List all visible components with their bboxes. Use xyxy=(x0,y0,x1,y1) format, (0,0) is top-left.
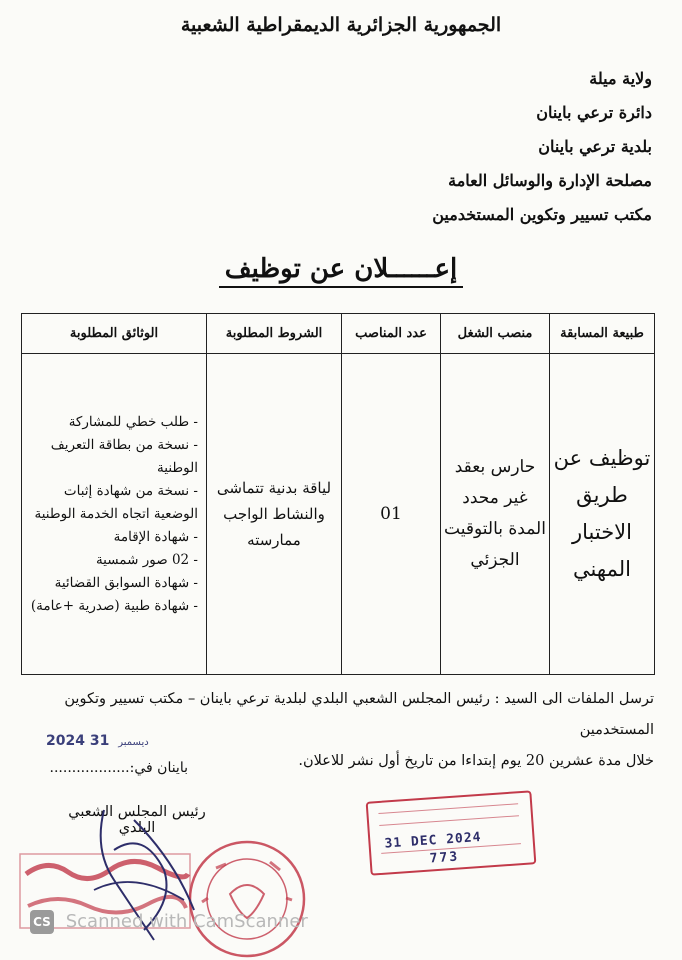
header-address-block xyxy=(232,62,652,232)
received-stamp xyxy=(366,790,537,875)
document-item: - طلب خطي للمشاركة xyxy=(68,413,198,430)
document-item: - 02 صور شمسية xyxy=(95,551,198,568)
header-line-daira: دائرة ترعي باينان xyxy=(536,103,652,122)
date-day: 31 xyxy=(89,733,110,749)
header-line-wilaya: ولاية ميلة xyxy=(589,69,652,88)
place-date-line: باينان في:.................. xyxy=(49,760,188,776)
header-conditions: الشروط المطلوبة xyxy=(207,314,342,354)
cell-documents xyxy=(22,354,207,675)
header-type: طبيعة المسابقة xyxy=(550,314,655,354)
camscanner-watermark xyxy=(30,910,360,936)
date-month: ديسمبر xyxy=(118,737,149,748)
announcement-text: إعــــــلان عن توظيف xyxy=(219,254,464,288)
header-job: منصب الشغل xyxy=(441,314,550,354)
header-documents: الوثائق المطلوبة xyxy=(22,314,207,354)
documents-list xyxy=(28,411,198,618)
note-line-1: ترسل الملفات الى السيد : رئيس المجلس الشعبي البلدي لبلدية ترعي باينان – مكتب تسيير وتكوين المستخدمين xyxy=(64,691,654,738)
stamp-rule xyxy=(379,815,519,826)
republic-title: الجمهورية الجزائرية الديمقراطية الشعبية xyxy=(180,14,502,36)
document-item: - نسخة من شهادة إثبات الوضعية اتجاه الخدمة الوطنية xyxy=(34,482,198,522)
cell-type: توظيف عن طريق الاختبار المهني xyxy=(550,354,655,675)
document-item: - نسخة من بطاقة التعريف الوطنية xyxy=(50,436,198,476)
header-line-service: مصلحة الإدارة والوسائل العامة xyxy=(448,171,652,190)
cell-count: 01 xyxy=(342,354,441,675)
cell-conditions: لياقة بدنية تتماشى والنشاط الواجب ممارسته xyxy=(207,354,342,675)
note-line-2: خلال مدة عشرين 20 يوم إبتداءا من تاريخ أول نشر للاعلان. xyxy=(298,753,654,769)
cell-job: حارس بعقد غير محدد المدة بالتوقيت الجزئي xyxy=(441,354,550,675)
document-item: - شهادة السوابق القضائية xyxy=(54,574,198,591)
signatory-title: رئيس المجلس الشعبي البلدي xyxy=(68,804,206,836)
camscanner-logo-icon: CS xyxy=(30,910,54,934)
document-item: - شهادة طبية (صدرية +عامة) xyxy=(30,597,198,614)
handwritten-date xyxy=(46,733,153,749)
table-row xyxy=(22,354,655,675)
recruitment-table xyxy=(21,313,655,675)
stamp-rule xyxy=(378,803,518,814)
watermark-text: Scanned with CamScanner xyxy=(65,911,308,932)
table-header-row xyxy=(22,314,655,354)
stamp-date: 31 DEC 2024 xyxy=(384,829,482,852)
stamp-number: 773 xyxy=(429,849,460,867)
header-count: عدد المناصب xyxy=(342,314,441,354)
document-item: - شهادة الإقامة xyxy=(113,528,198,545)
date-year: 2024 xyxy=(46,733,85,749)
announcement-heading xyxy=(0,254,682,284)
header-line-office: مكتب تسيير وتكوين المستخدمين xyxy=(432,205,652,224)
header-line-commune: بلدية ترعي باينان xyxy=(538,137,652,156)
